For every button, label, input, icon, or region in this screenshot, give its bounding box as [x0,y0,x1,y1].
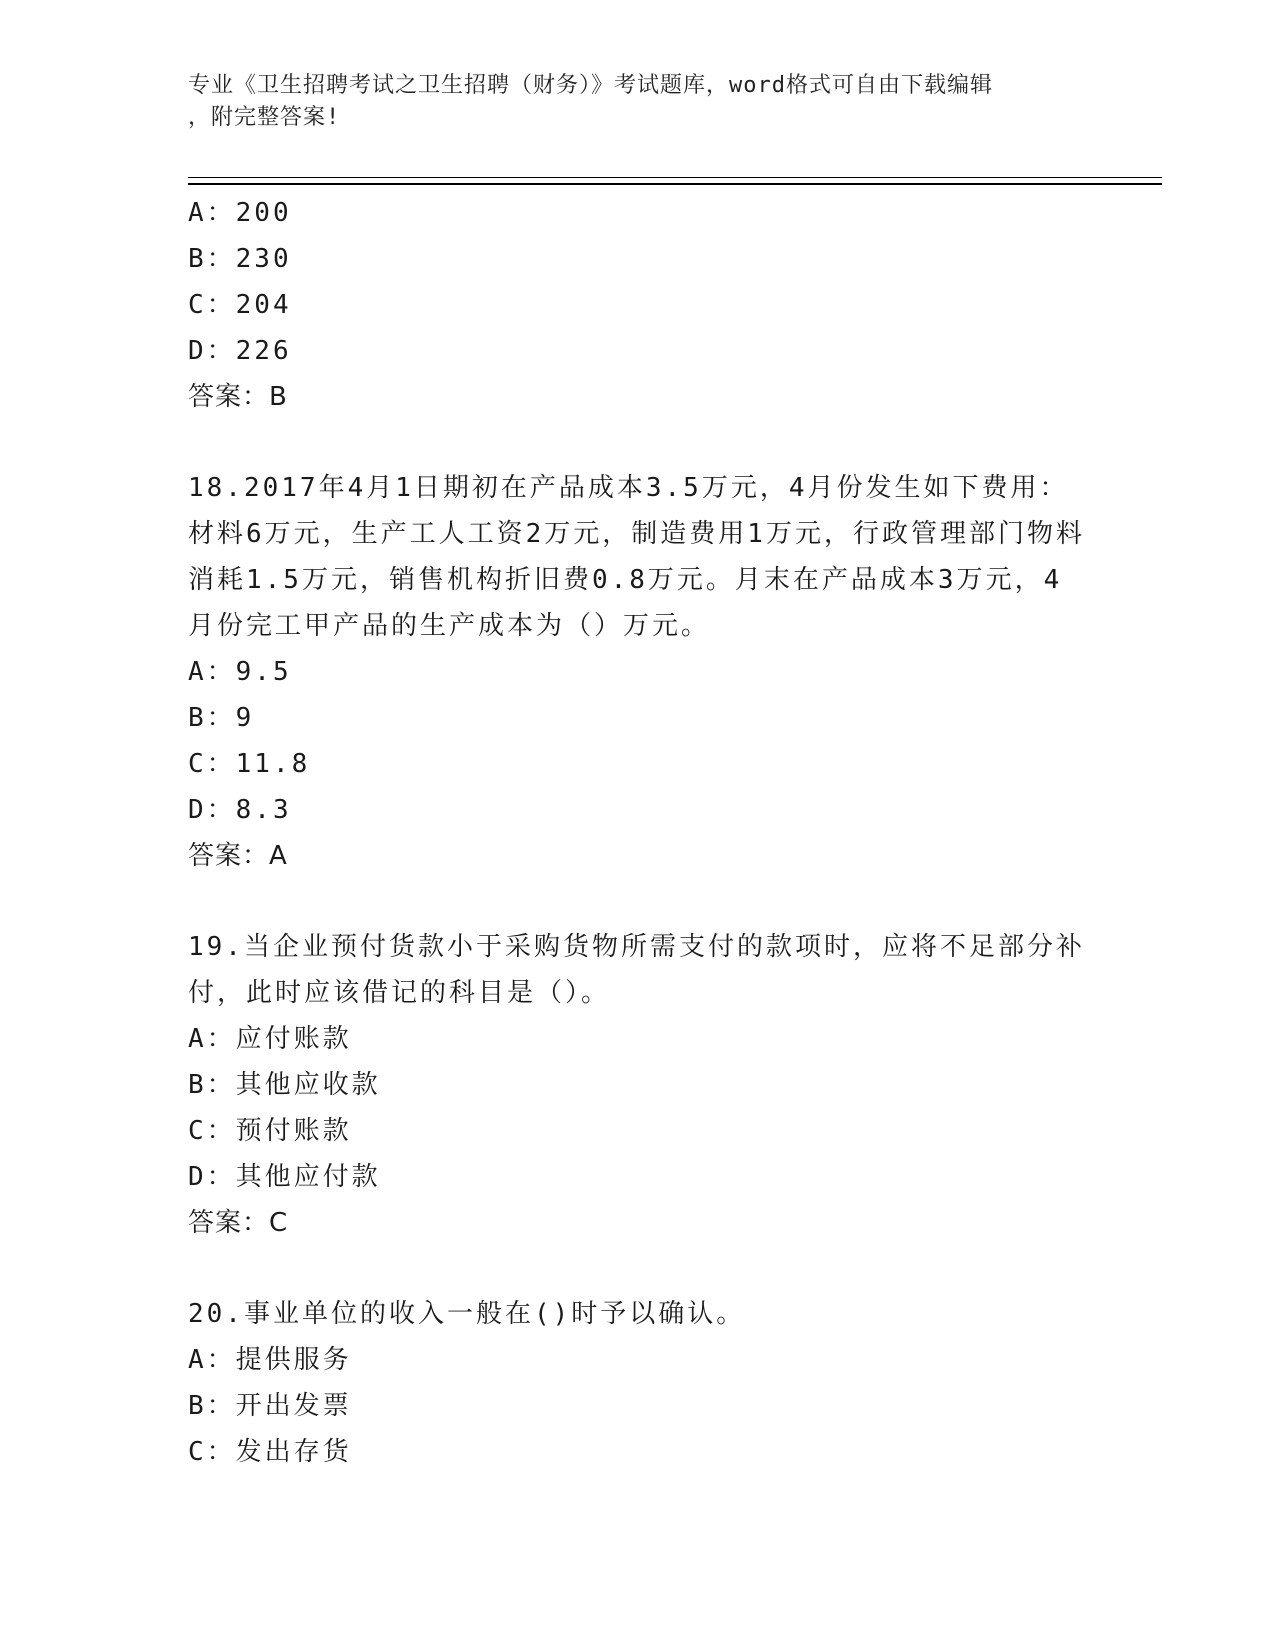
answer-line: 答案：A [188,841,288,871]
option-b: B：开出发票 [188,1391,352,1421]
option-a: A：应付账款 [188,1024,352,1054]
answer-line: 答案：B [188,382,288,412]
option-b: B：其他应收款 [188,1070,381,1100]
option-a: A：提供服务 [188,1345,352,1375]
option-b: B：9 [188,703,255,733]
question-block [188,465,1088,879]
header-divider-thick [188,183,1162,185]
answer-line: 答案：C [188,1208,289,1238]
option-c: C：发出存货 [188,1437,352,1467]
option-b: B：230 [188,244,292,274]
question-stem: 20.事业单位的收入一般在()时予以确认。 [188,1299,746,1329]
option-d: D：8.3 [188,795,292,825]
question-block [188,924,1088,1246]
option-a: A：200 [188,198,292,228]
document-header [188,70,1088,134]
question-block [188,190,1088,420]
option-c: C：预付账款 [188,1116,352,1146]
question-stem: 18.2017年4月1日期初在产品成本3.5万元，4月份发生如下费用：材料6万元，生产工人工资2万元，制造费用1万元，行政管理部门物料消耗1.5万元，销售机构折旧费0.8万元。月末在产品成本3万元，4月份完工甲产品的生产成本为（）万元。 [188,473,1085,641]
header-line-1: 专业《卫生招聘考试之卫生招聘（财务）》考试题库，word格式可自由下载编辑 [188,73,993,98]
question-block [188,1291,1088,1475]
option-d: D：226 [188,336,292,366]
header-line-2: ，附完整答案! [188,105,341,130]
question-stem: 19.当企业预付货款小于采购货物所需支付的款项时，应将不足部分补付，此时应该借记的科目是（）。 [188,932,1085,1008]
option-a: A：9.5 [188,657,292,687]
question-list [188,190,1088,1475]
header-divider-thin [188,177,1162,178]
option-d: D：其他应付款 [188,1162,381,1192]
option-c: C：11.8 [188,749,311,779]
option-c: C：204 [188,290,292,320]
